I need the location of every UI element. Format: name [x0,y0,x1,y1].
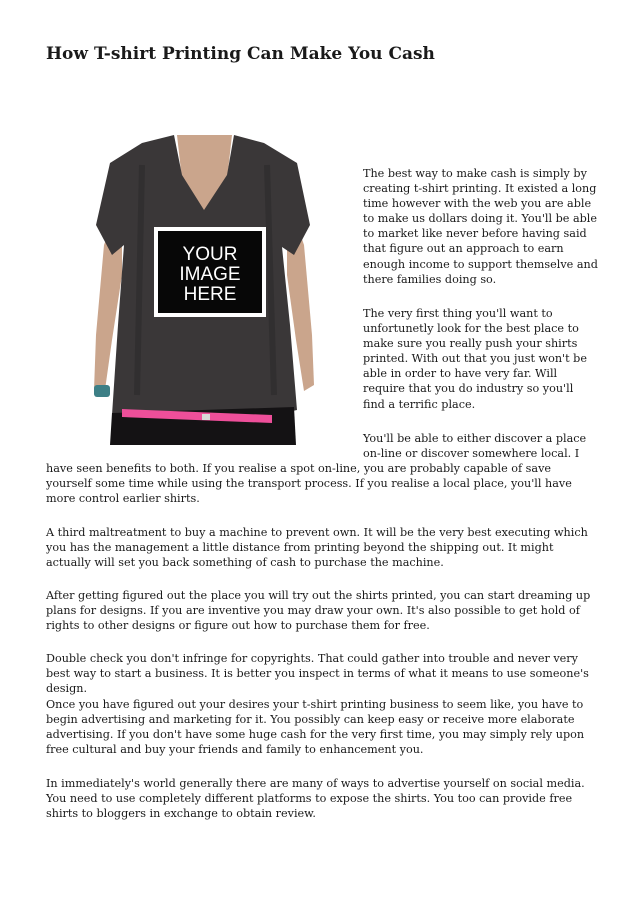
page-title: How T-shirt Printing Can Make You Cash [46,44,435,64]
bracelet [94,385,110,397]
paragraph-1: The best way to make cash is simply by creating t-shirt printing. It existed a long time however with the web you are able to make us dollars doing it. You'll be able to market like never before having said that figure out an approach to earn enough income to support themselve and there families doing so. [363,167,598,286]
paragraph-3-start: You'll be able to either discover a place on-line or discover somewhere local. I [363,432,587,461]
paragraph-6: Double check you don't infringe for copyrights. That could gather into trouble and never very best way to start a business. It is better you inspect in terms of what it means to use someone's design. [46,652,589,696]
paragraph-3-continued: have seen benefits to both. If you realise a spot on-line, you are probably capable of save yourself some time while using the transport process. If you realise a local place, you'll have more control earlier shirts. [46,462,572,506]
paragraph-7: Once you have figured out your desires your t-shirt printing business to seem like, you have to begin advertising and marketing for it. You possibly can keep easy or receive more elaborate advertising. If you don't have some huge cash for the very first time, you may simply rely upon free cultural and buy your friends and family to enhancement you. [46,698,585,757]
print-label-line-2: IMAGE [179,264,241,285]
paragraph-2: The very first thing you'll want to unfortunetly look for the best place to make sure you really push your shirts printed. With out that you just won't be able in order to have very far. Will require that you do industry so you'll find a terrific place. [363,307,587,411]
paragraph-4: A third maltreatment to buy a machine to prevent own. It will be the very best executing which you has the management a little distance from printing beyond the shipping out. It might actually will set you back something of cash to purchase the machine. [46,526,588,570]
print-label-line-1: YOUR [182,244,238,265]
print-label-line-3: HERE [183,284,237,305]
tshirt-image [82,135,324,445]
paragraph-5: After getting figured out the place you will try out the shirts printed, you can start dreaming up plans for designs. If you are inventive you may draw your own. It's also possible to get hold of rights to other designs or figure out how to purchase them for free. [46,589,591,633]
paragraph-8: In immediately's world generally there are many of ways to advertise yourself on social media. You need to use completely different platforms to expose the shirts. You too can provide free shirts to bloggers in exchange to obtain review. [46,777,585,821]
